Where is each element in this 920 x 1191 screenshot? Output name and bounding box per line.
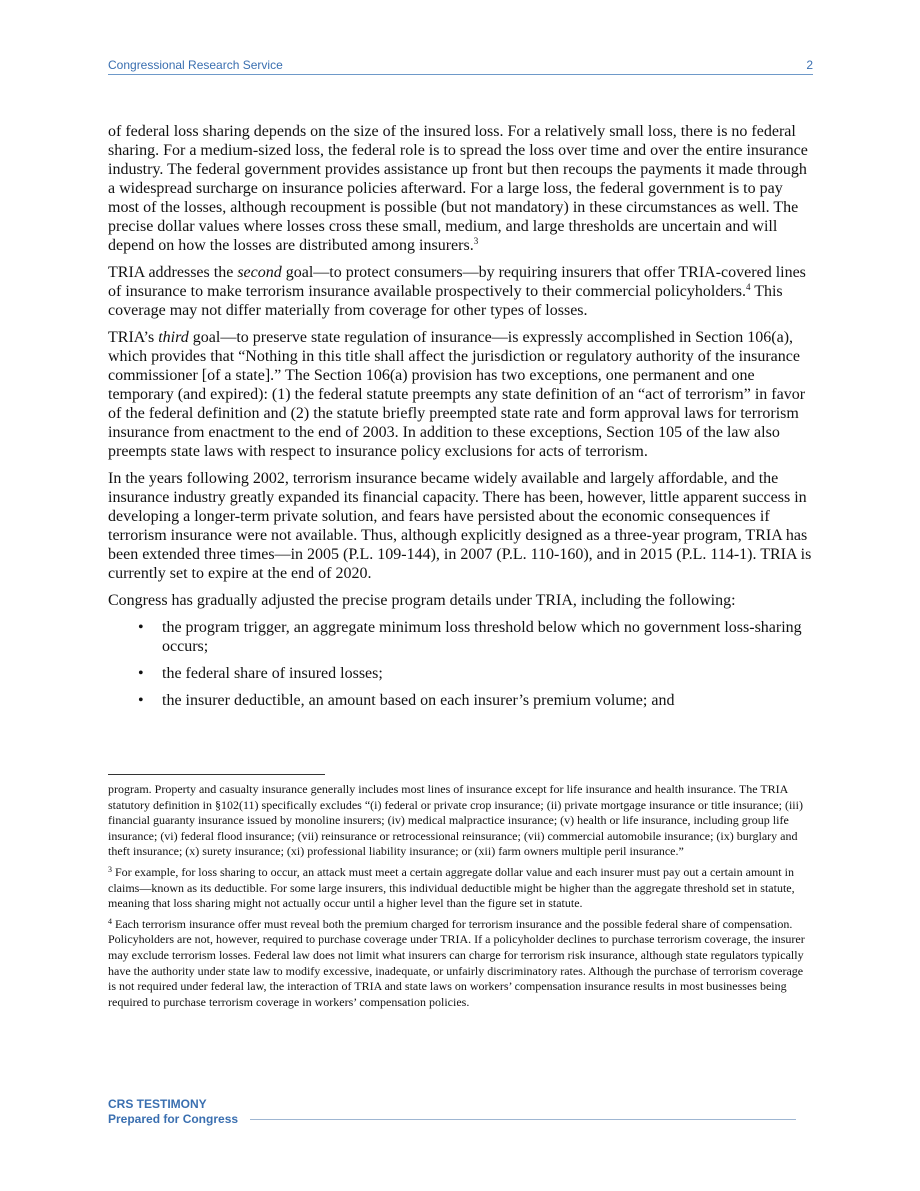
footnote-3: $^3$ For example, for loss sharing to occur, an attack must meet a certain aggregate dollar value and each insurer must pay out a certain amount in claims—known as its deductible. For some large insurers, this individual deductible might be higher than the aggregate threshold set in statute, meaning that loss sharing might not actually occur until a higher level than the figure set in statute.	[108, 864, 795, 911]
footer-rule	[250, 1119, 796, 1120]
body-text	[108, 122, 813, 718]
footnotes	[108, 782, 813, 1015]
list-item: • the insurer deductible, an amount based on each insurer’s premium volume; and	[138, 692, 675, 709]
footer-branding	[108, 1097, 238, 1127]
header-rule	[108, 74, 813, 75]
paragraph-2: TRIA addresses the second goal—to protect consumers—by requiring insurers that offer TRIA-covered lines of insurance to make terrorism insurance available prospectively to their commercial policyholders.$^4$ This coverage may not differ materially from coverage for other types of losses.	[108, 264, 806, 319]
bullet-icon: •	[138, 665, 144, 682]
footer-line-2: Prepared for Congress	[108, 1112, 239, 1126]
bullet-list	[108, 618, 813, 710]
paragraph-3: TRIA’s third goal—to preserve state regulation of insurance—is expressly accomplished in Section 106(a), which provides that “Nothing in this title shall affect the jurisdiction or regulatory authority of the insurance commissioner [of a state].” The Section 106(a) provision has two exceptions, one permanent and one temporary (and expired): (1) the federal statute preempts any state definition of an “act of terrorism” in favor of the federal definition and (2) the statute briefly preempted state rate and form approval laws for terrorism insurance from enactment to the end of 2003. In addition to these exceptions, Section 105 of the law also preempts state laws with respect to insurance policy exclusions for acts of terrorism.	[108, 329, 806, 460]
footnote-ref-4[interactable]: 4	[746, 282, 751, 292]
paragraph-1: of federal loss sharing depends on the size of the insured loss. For a relatively small loss, there is no federal sharing. For a medium-sized loss, the federal role is to spread the loss over time and over the entire insurance industry. The federal government provides assistance up front but then recoups the payments it made through a widespread surcharge on insurance policies afterward. For a large loss, the federal government is to pay most of the losses, although recoupment is possible (but not mandatory) in these circumstances as well. The precise dollar values where losses cross these small, medium, and large thresholds are uncertain and will depend on how the losses are distributed among insurers.$^3$	[108, 123, 808, 254]
paragraph-4: In the years following 2002, terrorism insurance became widely available and largely affordable, and the insurance industry greatly expanded its financial capacity. There has been, however, little apparent success in developing a longer-term private solution, and fears have persisted about the economic consequences if terrorism insurance were not available. Thus, although explicitly designed as a three-year program, TRIA has been extended three times—in 2005 (P.L. 109-144), in 2007 (P.L. 110-160), and in 2015 (P.L. 114-1). TRIA is currently set to expire at the end of 2020.	[108, 470, 812, 582]
paragraph-5: Congress has gradually adjusted the precise program details under TRIA, including the following:	[108, 592, 736, 609]
list-item: • the federal share of insured losses;	[138, 665, 383, 682]
bullet-icon: •	[138, 692, 144, 709]
footnote-2-continued: program. Property and casualty insurance generally includes most lines of insurance except for life insurance and health insurance. The TRIA statutory definition in §102(11) specifically excludes “(i) federal or private crop insurance; (ii) private mortgage insurance or title insurance; (iii) financial guaranty insurance issued by monoline insurers; (iv) medical malpractice insurance; (v) health or life insurance, including group life insurance; (vi) federal flood insurance; (vii) reinsurance or retrocessional reinsurance; (vii) commercial automobile insurance; (ix) burglary and theft insurance; (x) surety insurance; (xi) professional liability insurance; or (xii) farm owners multiple peril insurance.”	[108, 782, 803, 859]
bullet-icon: •	[138, 619, 144, 636]
running-header	[108, 58, 813, 74]
footnote-ref-3[interactable]: 3	[473, 236, 479, 246]
footer-line-1: CRS TESTIMONY	[108, 1097, 207, 1111]
list-item: • the program trigger, an aggregate minimum loss threshold below which no government loss-sharing occurs;	[138, 619, 802, 655]
page-number: 2	[806, 58, 813, 72]
header-source: Congressional Research Service	[108, 58, 283, 72]
footnote-separator	[108, 774, 325, 775]
footnote-4: $^4$ Each terrorism insurance offer must reveal both the premium charged for terrorism insurance and the possible federal share of compensation. Policyholders are not, however, required to purchase coverage under TRIA. If a policyholder declines to purchase terrorism coverage, the insurer may exclude terrorism losses. Federal law does not limit what insurers can charge for terrorism risk insurance, although state regulators typically have the authority under state law to modify excessive, inadequate, or unfairly discriminatory rates. Although the purchase of terrorism coverage is not required under federal law, the interaction of TRIA and state laws on workers’ compensation insurance results in most businesses being required to purchase terrorism coverage in workers’ compensation policies.	[108, 916, 805, 1009]
